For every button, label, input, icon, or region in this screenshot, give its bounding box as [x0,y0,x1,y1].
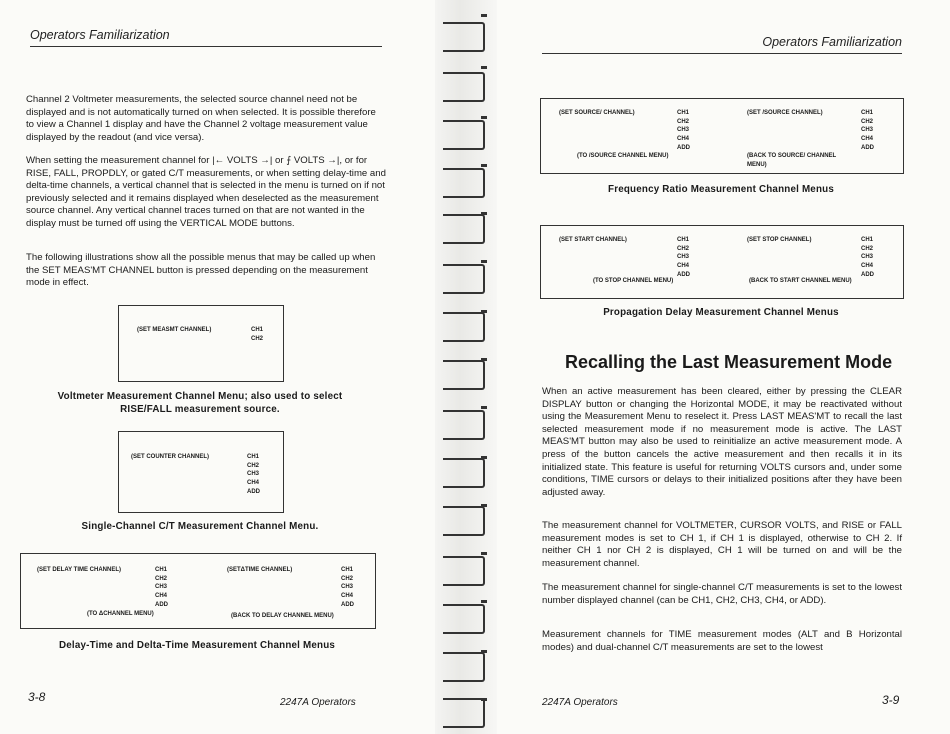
binding-ring [443,22,485,52]
menu-link: (TO /SOURCE CHANNEL MENU) [577,153,669,159]
binding-ring [443,458,485,488]
menu-channels: CH1 CH2 CH3 CH4 ADD [341,567,354,608]
figure-caption: Voltmeter Measurement Channel Menu; also used to select RISE/FALL measurement source. [57,391,343,415]
binding-ring [443,652,485,682]
header-rule [30,46,382,47]
menu-label: (SETΔTIME CHANNEL) [227,567,293,573]
menu-label: (SET START CHANNEL) [559,237,627,243]
menu-label: (SET STOP CHANNEL) [747,237,812,243]
menu-channels: CH1 CH2 CH3 CH4 ADD [247,454,260,495]
menu-channels: CH1 CH2 CH3 CH4 ADD [677,237,690,278]
binding-ring [443,506,485,536]
paragraph: The measurement channel for single-channel C/T measurements is set to the lowest number displayed channel (can be CH1, CH2, CH3, CH4, or ADD). [542,582,902,606]
binding-ring [443,312,485,342]
paragraph: The following illustrations show all the possible menus that may be called up when the SET MEAS'MT CHANNEL button is pressed depending on the measurement mode in effect. [26,252,376,289]
binding-ring [443,360,485,390]
paragraph: The measurement channel for VOLTMETER, CURSOR VOLTS, and RISE or FALL measurement modes is set to CH 1, if CH 1 is displayed, otherwise to CH 2. If neither CH 1 nor CH 2 is displayed, CH 1 will be turned on and will be the measurement channel. [542,520,902,569]
binding-ring [443,556,485,586]
binding-ring [443,698,485,728]
header-rule [542,53,902,54]
page-number: 3-8 [28,690,46,704]
menu-link: (TO STOP CHANNEL MENU) [593,278,674,284]
menu-label: (SET /SOURCE CHANNEL) [747,110,823,116]
menu-channels: CH1 CH2 CH3 CH4 ADD [861,237,874,278]
counter-menu-box [118,431,284,513]
menu-label: (SET COUNTER CHANNEL) [131,454,209,460]
figure-caption: Delay-Time and Delta-Time Measurement Channel Menus [58,640,336,651]
binding-ring [443,214,485,244]
delay-menu-box [20,553,376,629]
menu-link: (BACK TO START CHANNEL MENU) [749,278,852,284]
menu-label: (SET MEASMT CHANNEL) [137,327,212,333]
menu-label: (SET SOURCE/ CHANNEL) [559,110,635,116]
binding-ring [443,410,485,440]
paragraph: Channel 2 Voltmeter measurements, the selected source channel need not be displayed and is not automatically turned on when selected. It is possible therefore to view a Channel 1 display and have the Channel 2 voltage measurement value displayed by the readout (and vice versa). [26,94,376,143]
menu-channels: CH1 CH2 CH3 CH4 ADD [155,567,168,608]
running-head-left: Operators Familiarization [30,28,170,42]
left-page [0,0,435,734]
menu-link: (BACK TO SOURCE/ CHANNEL MENU) [747,153,837,168]
binding-ring [443,72,485,102]
menu-channels: CH1 CH2 CH3 CH4 ADD [677,110,690,151]
menu-channels: CH1 CH2 CH3 CH4 ADD [861,110,874,151]
section-title: Recalling the Last Measurement Mode [565,352,893,372]
menu-link: (BACK TO DELAY CHANNEL MENU) [231,613,334,619]
page-number: 3-9 [882,693,900,707]
binding-ring [443,168,485,198]
paragraph: When an active measurement has been cleared, either by pressing the CLEAR DISPLAY button or changing the Horizontal MODE, it may be reactivated without using the Measurement Menu to reselect it. Press LAST MEAS'MT to recall the last selected measurement mode if no measurement mode is active. The LAST MEAS'MT button may also be used to reinitialize an active measurement mode. A press of the button cancels the active measurement and then recalls it in its initialized state. This feature is useful for returning VOLTS cursors and, under some conditions, TIME cursors or delays to their initialized positions after they have been adjusted away. [542,386,902,498]
figure-caption: Propagation Delay Measurement Channel Menus [603,307,839,318]
menu-link: (TO ΔCHANNEL MENU) [87,611,154,617]
running-head-right: Operators Familiarization [762,35,902,49]
binding-ring [443,604,485,634]
binding-ring [443,264,485,294]
binding-ring [443,120,485,150]
spiral-binding [435,0,497,734]
footer: 2247A Operators [280,697,356,708]
figure-caption: Frequency Ratio Measurement Channel Menus [608,184,834,195]
frequency-menu-box [540,98,904,174]
propagation-menu-box [540,225,904,299]
footer: 2247A Operators [542,697,618,708]
voltmeter-menu-box [118,305,284,382]
paragraph: Measurement channels for TIME measurement modes (ALT and B Horizontal modes) and dual-channel C/T measurements are set to the lowest [542,629,902,653]
menu-channels: CH1 CH2 [251,327,264,342]
right-page [497,0,950,734]
figure-caption: Single-Channel C/T Measurement Channel Menu. [81,521,319,532]
paragraph: When setting the measurement channel for |← VOLTS →| or ⨍ VOLTS →|, or for RISE, FALL, PROPDLY, or gated C/T measurements, or when setting delay-time and delta-time channels, a vertical channel that is selected in the menu is turned on if not previously selected and it remains displayed when deselected as the measurement source channel. Any vertical channel traces turned on that are not wanted in the display must be turned off using the VERTICAL MODE buttons. [26,155,386,229]
menu-label: (SET DELAY TIME CHANNEL) [37,567,122,573]
